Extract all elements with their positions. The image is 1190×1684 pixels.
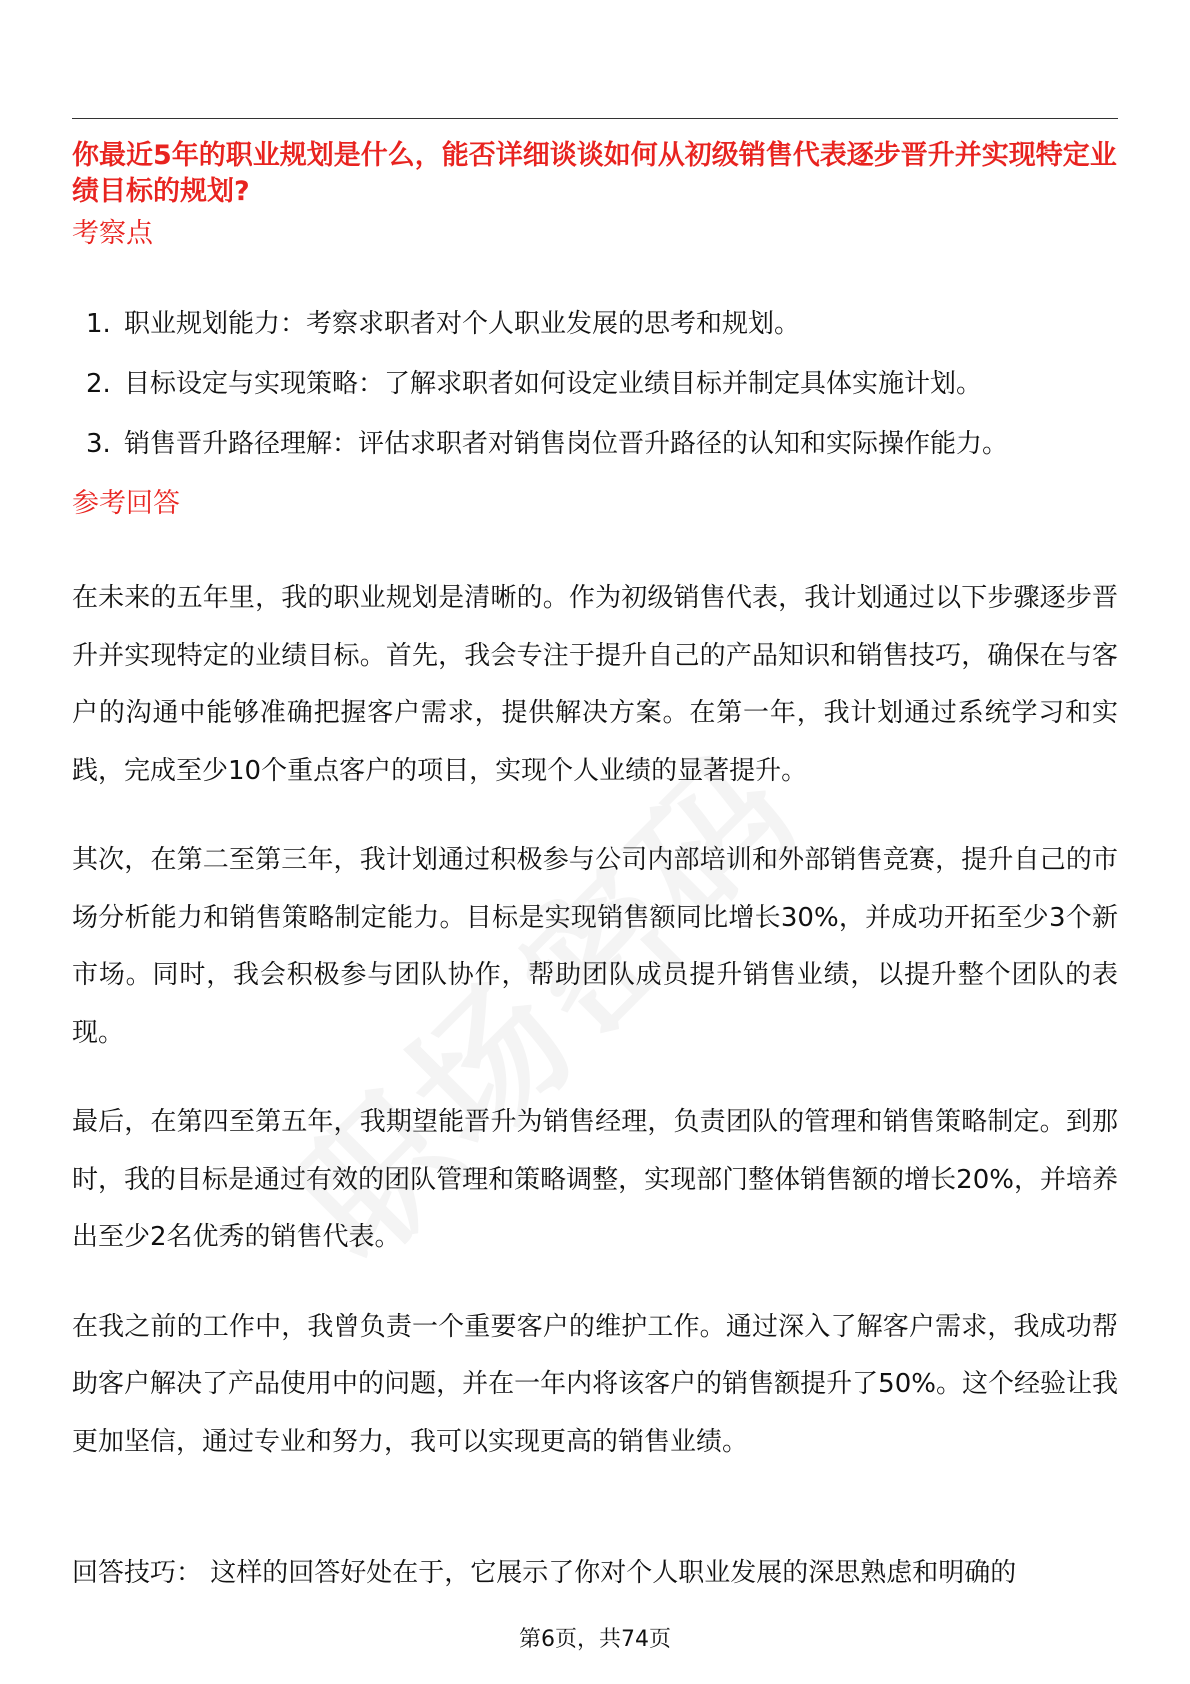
list-number: 1. (86, 309, 111, 339)
assessment-item-text: 销售晋升路径理解：评估求职者对销售岗位晋升路径的认知和实际操作能力。 (124, 429, 1009, 459)
assessment-item (72, 306, 1118, 366)
assessment-item (72, 366, 1118, 426)
answer-tip: 回答技巧： 这样的回答好处在于，它展示了你对个人职业发展的深思熟虑和明确的 (72, 1558, 1017, 1588)
assessment-item-text: 目标设定与实现策略：了解求职者如何设定业绩目标并制定具体实施计划。 (124, 369, 983, 399)
assessment-heading: 考察点 (72, 218, 153, 249)
assessment-item-text: 职业规划能力：考察求职者对个人职业发展的思考和规划。 (124, 309, 801, 339)
list-number: 2. (86, 369, 111, 399)
assessment-item (72, 426, 1118, 486)
question-title: 你最近5年的职业规划是什么，能否详细谈谈如何从初级销售代表逐步晋升并实现特定业绩目标的规划? (72, 140, 1117, 207)
assessment-list (72, 306, 1118, 486)
answer-paragraph: 在未来的五年里，我的职业规划是清晰的。作为初级销售代表，我计划通过以下步骤逐步晋升并实现特定的业绩目标。首先，我会专注于提升自己的产品知识和销售技巧，确保在与客户的沟通中能够准确把握客户需求，提供解决方案。在第一年，我计划通过系统学习和实践，完成至少10个重点客户的项目，实现个人业绩的显著提升。 (72, 583, 1118, 786)
answer-heading: 参考回答 (72, 488, 180, 519)
top-divider (72, 118, 1118, 119)
page-number: 第6页，共74页 (519, 1627, 671, 1652)
answer-paragraph: 其次，在第二至第三年，我计划通过积极参与公司内部培训和外部销售竞赛，提升自己的市场分析能力和销售策略制定能力。目标是实现销售额同比增长30%，并成功开拓至少3个新市场。同时，我会积极参与团队协作，帮助团队成员提升销售业绩，以提升整个团队的表现。 (72, 845, 1118, 1048)
answer-paragraph: 最后，在第四至第五年，我期望能晋升为销售经理，负责团队的管理和销售策略制定。到那时，我的目标是通过有效的团队管理和策略调整，实现部门整体销售额的增长20%，并培养出至少2名优秀的销售代表。 (72, 1107, 1118, 1252)
answer-paragraph: 在我之前的工作中，我曾负责一个重要客户的维护工作。通过深入了解客户需求，我成功帮助客户解决了产品使用中的问题，并在一年内将该客户的销售额提升了50%。这个经验让我更加坚信，通过专业和努力，我可以实现更高的销售业绩。 (72, 1311, 1118, 1457)
list-number: 3. (86, 429, 111, 459)
answer-body (72, 570, 1118, 1503)
